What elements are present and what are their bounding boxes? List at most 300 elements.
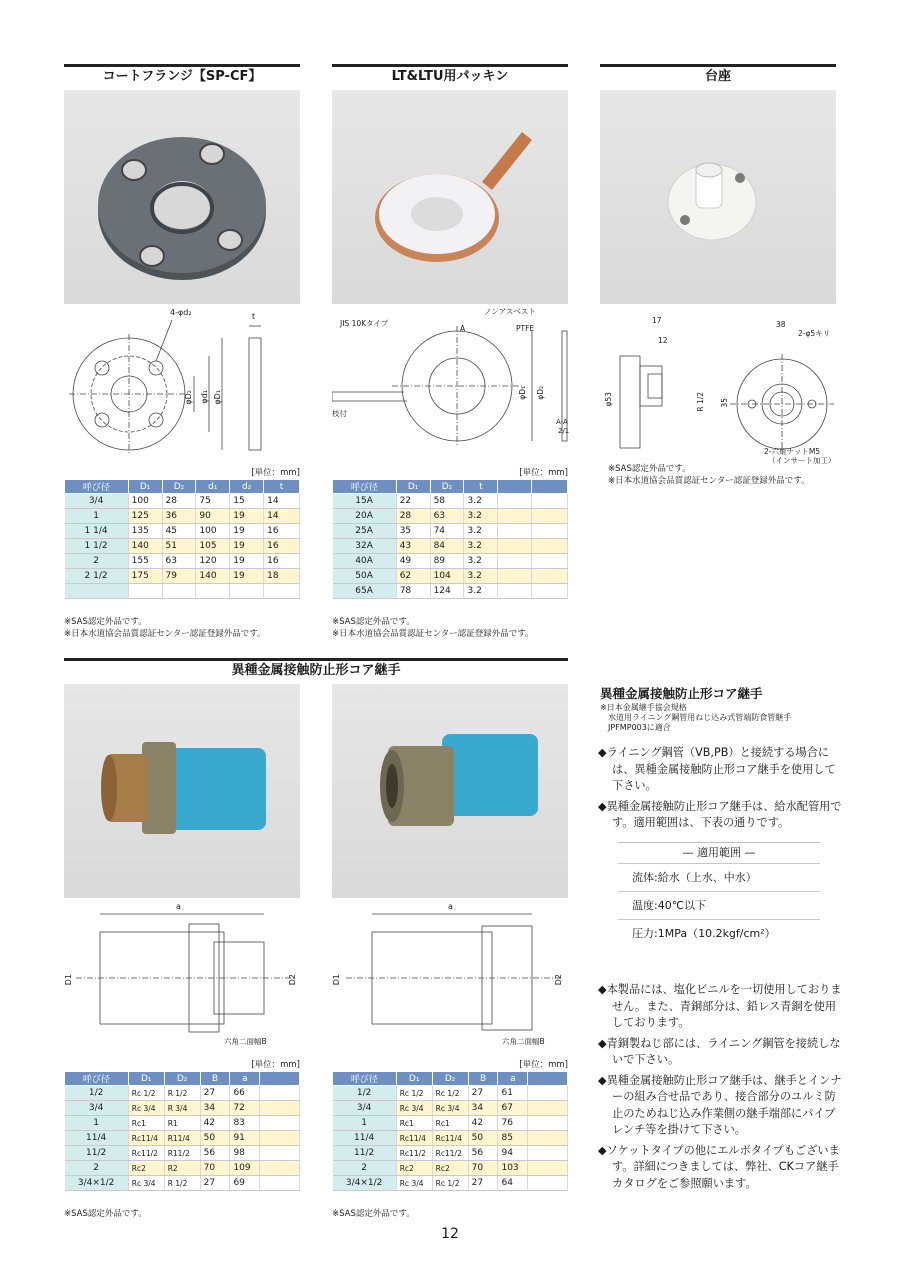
side-title: 異種金属接触防止形コア継手 — [600, 686, 763, 701]
packing-scale-label: 2/1 — [558, 427, 570, 435]
base-nut-label: 2-六角ナットM5 — [764, 447, 821, 456]
table-cell: 14 — [264, 509, 300, 524]
note-packing-jwwa: ※日本水道協会品質認証センター認証登録外品です。 — [332, 629, 534, 639]
table-cell — [528, 1086, 568, 1101]
table-cell — [65, 584, 129, 599]
column-header: D₁ — [396, 480, 430, 494]
table-cell — [498, 569, 532, 584]
column-header: D₂ — [164, 1072, 200, 1086]
table-row — [65, 554, 300, 569]
table-cell: R 3/4 — [164, 1101, 200, 1116]
table-cell — [532, 494, 568, 509]
table-cell: 78 — [396, 584, 430, 599]
table-cell: 63 — [162, 554, 196, 569]
packing-drawing — [332, 306, 568, 462]
column-header: 呼び径 — [65, 480, 129, 494]
table-cell: Rc2 — [432, 1161, 468, 1176]
packing-jis-label: JIS 10Kタイプ — [340, 319, 389, 328]
table-cell: 94 — [498, 1146, 528, 1161]
table-cell: 120 — [196, 554, 230, 569]
table-cell: 11/2 — [65, 1146, 129, 1161]
flange-t-label: t — [252, 312, 256, 321]
table-cell: R2 — [164, 1161, 200, 1176]
table-cell: 2 — [333, 1161, 397, 1176]
table-cell: Rc1 — [128, 1116, 164, 1131]
table-cell: Rc 3/4 — [432, 1101, 468, 1116]
core-joint-female-table — [332, 1071, 568, 1191]
packing-ptfe-label: PTFE — [516, 324, 535, 333]
bullet-elbow: ◆ソケットタイプの他にエルボタイプもございます。詳細につきましては、弊社、CKコア継手カタログをご参照願います。 — [598, 1143, 840, 1190]
table-row — [333, 554, 568, 569]
range-fluid: 流体:給水（上水、中水） — [618, 863, 820, 891]
side-standard-1: ※日本金属継手協会規格 — [600, 703, 687, 712]
column-header: 呼び径 — [333, 480, 397, 494]
table-cell — [532, 584, 568, 599]
table-cell: 3.2 — [464, 584, 498, 599]
table-cell — [498, 539, 532, 554]
table-cell — [230, 584, 264, 599]
table-row — [65, 524, 300, 539]
bullet-lining-pipe: ◆ライニング鋼管（VB,PB）と接続する場合には、異種金属接触防止形コア継手を使用して下さい。 — [598, 746, 836, 792]
note-flange-sas: ※SAS認定外品です。 — [64, 617, 147, 627]
table-cell: 175 — [128, 569, 162, 584]
table-row — [65, 1116, 300, 1131]
table-cell: 45 — [162, 524, 196, 539]
table-cell: R 1/2 — [164, 1176, 200, 1191]
table-cell: 103 — [498, 1161, 528, 1176]
table-cell: 72 — [230, 1101, 260, 1116]
table-cell: 79 — [162, 569, 196, 584]
table-cell: 66 — [230, 1086, 260, 1101]
table-cell: 67 — [498, 1101, 528, 1116]
table-row — [65, 1146, 300, 1161]
coat-flange-photo — [64, 90, 300, 304]
packing-spec-table — [332, 479, 568, 599]
section-title-coat-flange: コートフランジ【SP-CF】 — [64, 64, 300, 88]
table-cell: 1 1/4 — [65, 524, 129, 539]
male-dim-a: a — [176, 902, 181, 911]
table-row — [65, 509, 300, 524]
table-cell: 58 — [430, 494, 464, 509]
male-dim-D1: D1 — [64, 974, 73, 986]
table-cell — [260, 1101, 300, 1116]
table-cell: 62 — [396, 569, 430, 584]
table-row — [333, 569, 568, 584]
column-header: B — [468, 1072, 498, 1086]
table-header-row — [333, 480, 568, 494]
table-cell: Rc 3/4 — [128, 1176, 164, 1191]
packing-D1-label: φD₁ — [518, 386, 527, 400]
male-dim-D2: D2 — [288, 974, 297, 986]
table-row — [333, 524, 568, 539]
table-cell: 3/4 — [333, 1101, 397, 1116]
bullet-no-pvc: ◆本製品には、塩化ビニルを一切使用しておりません。また、青銅部分は、鉛レス青銅を使用しております。 — [598, 983, 842, 1029]
table-row — [65, 1086, 300, 1101]
range-temperature: 温度:40℃以下 — [618, 891, 820, 919]
note-base-sas: ※SAS認定外品です。 — [608, 464, 691, 474]
table-row — [333, 1131, 568, 1146]
table-row — [333, 1176, 568, 1191]
base-photo — [600, 90, 836, 304]
table-cell: 69 — [230, 1176, 260, 1191]
core-joint-female-drawing — [332, 900, 568, 1052]
table-cell: Rc1 — [396, 1116, 432, 1131]
table-row — [333, 1116, 568, 1131]
table-cell: 140 — [196, 569, 230, 584]
table-cell: 27 — [200, 1176, 230, 1191]
bullet-no-lining: ◆青銅製ねじ部には、ライニング鋼管を接続しないで下さい。 — [598, 1036, 841, 1066]
table-cell: 84 — [430, 539, 464, 554]
column-header — [260, 1072, 300, 1086]
table-cell — [532, 524, 568, 539]
packing-tab-label: 枝付 — [332, 409, 347, 418]
table-cell — [532, 509, 568, 524]
table-cell: 27 — [468, 1086, 498, 1101]
column-header: t — [464, 480, 498, 494]
column-header: d₁ — [196, 480, 230, 494]
table-cell: 3.2 — [464, 539, 498, 554]
side-standard-2: 水道用ライニング鋼管用ねじ込み式管端防食管継手 — [608, 713, 792, 722]
table-cell: 43 — [396, 539, 430, 554]
table-cell: Rc2 — [128, 1161, 164, 1176]
packing-nonasbestos-label: ノンアスベスト — [484, 307, 536, 316]
flange-spec-table — [64, 479, 300, 599]
column-header — [528, 1072, 568, 1086]
table-cell: 91 — [230, 1131, 260, 1146]
table-cell: Rc 1/2 — [432, 1086, 468, 1101]
packing-D2-label: φD₂ — [536, 386, 545, 400]
female-hex-label: 六角二面幅B — [502, 1037, 545, 1046]
table-cell: 27 — [200, 1086, 230, 1101]
column-header: a — [498, 1072, 528, 1086]
table-cell: 90 — [196, 509, 230, 524]
table-cell: 11/4 — [65, 1131, 129, 1146]
table-cell: 75 — [196, 494, 230, 509]
table-row — [65, 569, 300, 584]
table-cell — [498, 494, 532, 509]
table-cell: 40A — [333, 554, 397, 569]
core-joint-male-table — [64, 1071, 300, 1191]
female-dim-D1: D1 — [332, 974, 341, 986]
core-joint-male-photo — [64, 684, 300, 898]
table-cell: 20A — [333, 509, 397, 524]
table-cell: 2 — [65, 554, 129, 569]
table-cell: Rc11/2 — [128, 1146, 164, 1161]
table-row — [333, 1086, 568, 1101]
range-title: — 適用範囲 — — [682, 846, 756, 859]
table-row — [65, 1101, 300, 1116]
table-cell — [532, 539, 568, 554]
table-cell: 3.2 — [464, 554, 498, 569]
table-cell: 22 — [396, 494, 430, 509]
flange-holes-label: 4-φd₂ — [170, 308, 192, 317]
table-cell — [528, 1176, 568, 1191]
table-cell: Rc11/2 — [432, 1146, 468, 1161]
table-cell: 27 — [468, 1176, 498, 1191]
column-header: D₂ — [432, 1072, 468, 1086]
flange-d2-label: φD₂ — [184, 390, 193, 405]
table-cell — [260, 1131, 300, 1146]
table-cell: 100 — [128, 494, 162, 509]
table-cell: 1 1/2 — [65, 539, 129, 554]
base-dim-r12: R 1/2 — [696, 392, 705, 412]
table-cell: 16 — [264, 539, 300, 554]
table-cell: 50 — [468, 1131, 498, 1146]
table-cell: Rc 3/4 — [396, 1176, 432, 1191]
table-cell — [498, 509, 532, 524]
table-cell: 109 — [230, 1161, 260, 1176]
table-cell — [528, 1161, 568, 1176]
column-header: D₂ — [430, 480, 464, 494]
packing-photo — [332, 90, 568, 304]
table-cell: 19 — [230, 539, 264, 554]
table-cell: 3/4 — [65, 494, 129, 509]
table-cell: 34 — [468, 1101, 498, 1116]
column-header: D₁ — [128, 480, 162, 494]
table-cell: Rc11/4 — [396, 1131, 432, 1146]
table-cell: 1 — [65, 1116, 129, 1131]
table-cell — [528, 1116, 568, 1131]
table-cell — [128, 584, 162, 599]
table-cell: 15 — [230, 494, 264, 509]
table-cell: 51 — [162, 539, 196, 554]
table-cell: 15A — [333, 494, 397, 509]
table-cell: 2 1/2 — [65, 569, 129, 584]
table-row — [333, 1146, 568, 1161]
table-cell: 63 — [430, 509, 464, 524]
table-cell: 64 — [498, 1176, 528, 1191]
table-cell: 1 — [333, 1116, 397, 1131]
table-cell: 16 — [264, 554, 300, 569]
table-cell: 83 — [230, 1116, 260, 1131]
table-cell: 19 — [230, 569, 264, 584]
table-row — [333, 1161, 568, 1176]
core-joint-female-photo — [332, 684, 568, 898]
table-cell: 28 — [162, 494, 196, 509]
table-row — [333, 494, 568, 509]
table-cell: 19 — [230, 509, 264, 524]
table-cell: 11/2 — [333, 1146, 397, 1161]
female-dim-D2: D2 — [554, 974, 563, 986]
table-cell: 104 — [430, 569, 464, 584]
column-header: t — [264, 480, 300, 494]
table-row — [65, 539, 300, 554]
table-cell: 61 — [498, 1086, 528, 1101]
table-cell: 28 — [396, 509, 430, 524]
table-cell: 155 — [128, 554, 162, 569]
table-cell: 3/4 — [65, 1101, 129, 1116]
bullet-water-supply: ◆異種金属接触防止形コア継手は、給水配管用です。適用範囲は、下表の通りです。 — [598, 799, 842, 829]
table-cell — [498, 584, 532, 599]
table-cell: Rc1 — [432, 1116, 468, 1131]
column-header: D₁ — [128, 1072, 164, 1086]
table-cell: 50 — [200, 1131, 230, 1146]
base-insert-label: （インサート加工） — [768, 456, 836, 465]
base-dim-38: 38 — [776, 320, 786, 329]
table-row — [333, 584, 568, 599]
table-cell — [260, 1086, 300, 1101]
bullet-assembly: ◆異種金属接触防止形コア継手は、継手とインナーの組み合せ品であり、接合部分のユルミ防止のためねじ込み作業側の継手端部にパイプレンチ等を掛けて下さい。 — [598, 1073, 842, 1136]
column-header — [532, 480, 568, 494]
table-cell: 34 — [200, 1101, 230, 1116]
table-cell: Rc 1/2 — [128, 1086, 164, 1101]
table-row — [333, 539, 568, 554]
table-cell — [532, 569, 568, 584]
table-cell — [260, 1176, 300, 1191]
application-range-box — [618, 842, 820, 947]
table-cell: Rc 1/2 — [396, 1086, 432, 1101]
table-cell: 65A — [333, 584, 397, 599]
table-cell: Rc 3/4 — [128, 1101, 164, 1116]
table-cell — [260, 1146, 300, 1161]
table-cell: 70 — [200, 1161, 230, 1176]
column-header — [498, 480, 532, 494]
table-cell: 100 — [196, 524, 230, 539]
table-cell: 42 — [468, 1116, 498, 1131]
section-title-packing: LT&LTU用パッキン — [332, 64, 568, 88]
unit-label-core-2: [単位：mm] — [519, 1060, 568, 1070]
table-cell: 42 — [200, 1116, 230, 1131]
table-cell: 19 — [230, 524, 264, 539]
table-cell: 105 — [196, 539, 230, 554]
table-row — [65, 1131, 300, 1146]
table-row — [65, 1161, 300, 1176]
table-row — [65, 1176, 300, 1191]
table-cell: 36 — [162, 509, 196, 524]
table-header-row — [65, 1072, 300, 1086]
table-cell: 56 — [468, 1146, 498, 1161]
table-cell: 11/4 — [333, 1131, 397, 1146]
column-header: a — [230, 1072, 260, 1086]
flange-D1-label: φD₁ — [213, 390, 222, 405]
table-cell: 76 — [498, 1116, 528, 1131]
note-base-jwwa: ※日本水道協会品質認証センター認証登録外品です。 — [608, 476, 810, 486]
table-cell: R 1/2 — [164, 1086, 200, 1101]
table-cell: Rc2 — [396, 1161, 432, 1176]
column-header: D₁ — [396, 1072, 432, 1086]
column-header: 呼び径 — [65, 1072, 129, 1086]
table-cell: 3.2 — [464, 494, 498, 509]
table-cell: 14 — [264, 494, 300, 509]
table-cell: Rc11/4 — [432, 1131, 468, 1146]
table-cell: 3.2 — [464, 509, 498, 524]
unit-label-packing: [単位：mm] — [519, 468, 568, 478]
table-cell: 3.2 — [464, 569, 498, 584]
table-cell: 3.2 — [464, 524, 498, 539]
table-row — [333, 509, 568, 524]
table-cell — [528, 1131, 568, 1146]
table-cell — [260, 1161, 300, 1176]
table-cell: R1 — [164, 1116, 200, 1131]
table-cell: 2 — [65, 1161, 129, 1176]
table-cell: 3/4×1/2 — [65, 1176, 129, 1191]
base-hole-label: 2-φ5キリ — [798, 329, 831, 338]
column-header: d₂ — [230, 480, 264, 494]
flange-d1-label: φd₁ — [200, 390, 209, 404]
column-header: B — [200, 1072, 230, 1086]
table-cell — [264, 584, 300, 599]
packing-aa-label: A-A — [556, 418, 568, 426]
table-cell: R11/2 — [164, 1146, 200, 1161]
side-bullets-bottom — [598, 982, 844, 1196]
table-cell: Rc11/2 — [396, 1146, 432, 1161]
unit-label-flange: [単位：mm] — [251, 468, 300, 478]
base-dim-53: φ53 — [604, 392, 613, 407]
page-number: 12 — [441, 1226, 459, 1242]
table-cell — [498, 524, 532, 539]
range-pressure: 圧力:1MPa（10.2kgf/cm²） — [618, 919, 820, 947]
table-header-row — [333, 1072, 568, 1086]
table-cell — [528, 1146, 568, 1161]
table-cell: 140 — [128, 539, 162, 554]
note-core-2-sas: ※SAS認定外品です。 — [332, 1209, 415, 1219]
female-dim-a: a — [448, 902, 453, 911]
table-cell: 3/4×1/2 — [333, 1176, 397, 1191]
table-cell: 1 — [65, 509, 129, 524]
table-cell: 1/2 — [333, 1086, 397, 1101]
section-title-base: 台座 — [600, 64, 836, 88]
male-hex-label: 六角二面幅B — [224, 1037, 267, 1046]
table-cell: 70 — [468, 1161, 498, 1176]
table-header-row — [65, 480, 300, 494]
table-cell: 125 — [128, 509, 162, 524]
table-cell: 89 — [430, 554, 464, 569]
core-joint-male-drawing — [64, 900, 300, 1052]
note-flange-jwwa: ※日本水道協会品質認証センター認証登録外品です。 — [64, 629, 266, 639]
column-header: D₂ — [162, 480, 196, 494]
table-cell: 18 — [264, 569, 300, 584]
section-title-core-joint: 異種金属接触防止形コア継手 — [64, 658, 568, 682]
table-cell — [196, 584, 230, 599]
table-cell: 98 — [230, 1146, 260, 1161]
table-cell: 16 — [264, 524, 300, 539]
note-core-1-sas: ※SAS認定外品です。 — [64, 1209, 147, 1219]
table-cell — [498, 554, 532, 569]
table-row — [65, 584, 300, 599]
table-cell — [162, 584, 196, 599]
table-cell: 50A — [333, 569, 397, 584]
table-cell: 19 — [230, 554, 264, 569]
table-cell: 49 — [396, 554, 430, 569]
column-header: 呼び径 — [333, 1072, 397, 1086]
table-cell: 25A — [333, 524, 397, 539]
base-dim-35: 35 — [720, 398, 729, 408]
packing-section-a-label: A — [460, 324, 466, 333]
table-cell — [528, 1101, 568, 1116]
table-cell: 85 — [498, 1131, 528, 1146]
base-dim-12: 12 — [658, 336, 668, 345]
table-cell: 124 — [430, 584, 464, 599]
note-packing-sas: ※SAS認定外品です。 — [332, 617, 415, 627]
table-cell: Rc 1/2 — [432, 1176, 468, 1191]
unit-label-core-1: [単位：mm] — [251, 1060, 300, 1070]
base-drawing — [600, 306, 836, 465]
table-cell: 56 — [200, 1146, 230, 1161]
table-cell: 135 — [128, 524, 162, 539]
side-standard-3: JPFMP003に適合 — [608, 723, 671, 732]
table-cell — [260, 1116, 300, 1131]
table-row — [333, 1101, 568, 1116]
table-cell — [532, 554, 568, 569]
side-bullets-top — [598, 745, 844, 836]
table-cell: Rc 3/4 — [396, 1101, 432, 1116]
table-cell: 74 — [430, 524, 464, 539]
table-cell: 35 — [396, 524, 430, 539]
table-cell: R11/4 — [164, 1131, 200, 1146]
base-dim-17: 17 — [652, 316, 662, 325]
table-cell: 32A — [333, 539, 397, 554]
table-cell: Rc11/4 — [128, 1131, 164, 1146]
